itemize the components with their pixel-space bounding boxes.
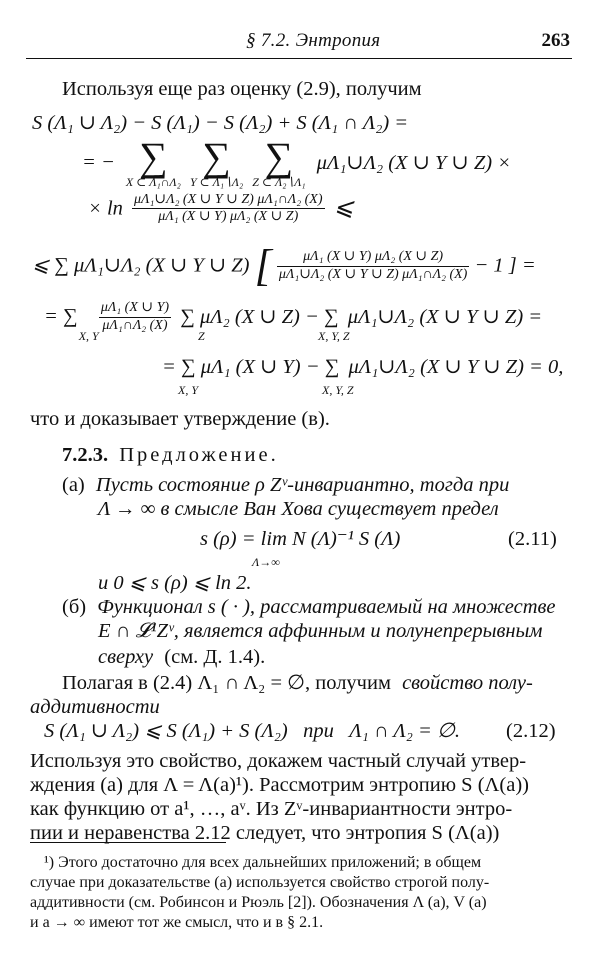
prop-b-line-1 — [62, 596, 556, 619]
footnote-line-2: случае при доказательстве (а) используется свойство строгой полу- — [30, 874, 490, 891]
eq6-suffix: μΛ₁∪Λ₂ (X ∪ Y ∪ Z) = 0, — [348, 356, 564, 378]
conclusion-text: что и доказывает утверждение (в). — [30, 408, 330, 430]
equation-line-2 — [82, 134, 512, 189]
log-fraction — [132, 192, 324, 225]
para3-line-4: пии и неравенства 2.12 следует, что энтропия S (Λ(a)) — [30, 822, 500, 844]
prop-b-text-3: (см. Д. 1.4). — [164, 646, 266, 668]
log-denominator: μΛ₁ (X ∪ Y) μΛ₂ (X ∪ Z) — [158, 209, 299, 225]
eq5-middle: ∑ μΛ₂ (X ∪ Z) − ∑ — [180, 305, 339, 328]
sum-symbol: ∑ — [139, 134, 168, 179]
sum-xy-limit-holder — [78, 292, 99, 343]
eq3-prefix: × ln — [88, 197, 123, 220]
intro-text: Используя еще раз оценку (2.9), получим — [62, 78, 422, 100]
eq6-prefix: = ∑ μΛ₁ (X ∪ Y) − ∑ — [162, 356, 340, 378]
eq2-prefix: = − — [82, 151, 115, 174]
eq5-suffix: μΛ₁∪Λ₂ (X ∪ Y ∪ Z) = — [347, 305, 543, 328]
prop-b-text-1: Функционал s ( · ), рассматриваемый на множестве — [97, 596, 556, 618]
prop-b-line-3 — [98, 646, 265, 669]
equation-line-5 — [44, 292, 542, 342]
equation-line-1: S (Λ₁ ∪ Λ₂) − S (Λ₁) − S (Λ₂) + S (Λ₁ ∩ Λ₂) = — [32, 112, 409, 134]
proposition-number: 7.2.3. — [62, 444, 109, 466]
sum-symbol: ∑ — [264, 134, 294, 179]
sum-y-limit: Y ⊂ Λ₁∖Λ₂ — [189, 175, 244, 189]
sum-y — [189, 134, 244, 189]
sum-z-limit-2: Z — [198, 329, 205, 343]
prop-a-label: (а) — [62, 474, 85, 496]
bracket-fraction — [277, 249, 469, 282]
page-number: 263 — [541, 30, 570, 51]
left-bracket: [ — [254, 241, 272, 290]
equation-number-211: (2.11) — [508, 528, 557, 550]
prop-a-line-3: и 0 ⩽ s (ρ) ⩽ ln 2. — [98, 572, 252, 594]
para2-line-1 — [62, 672, 533, 695]
para2-text-1-italic: свойство полу- — [402, 672, 533, 694]
footnote-line-1: ¹) Этого достаточно для всех дальнейших приложений; в общем — [44, 854, 482, 871]
proposition-title: Предложение. — [119, 444, 279, 466]
ratio-denominator: μΛ₁∩Λ₂ (X) — [102, 317, 168, 333]
running-header — [0, 26, 600, 56]
para3-line-3: как функцию от a¹, …, aᵛ. Из Zᵛ-инвариантности энтро- — [30, 798, 513, 820]
eq5-prefix: = ∑ — [44, 305, 78, 328]
prop-a-line-2: Λ → ∞ в смысле Ван Хова существует предел — [98, 498, 499, 520]
subadditivity-formula: S (Λ₁ ∪ Λ₂) ⩽ S (Λ₁) + S (Λ₂) при Λ₁ ∩ Λ₂ = ∅. — [44, 720, 460, 742]
header-rule — [26, 58, 572, 59]
sum-z — [252, 134, 306, 189]
prop-a-line-1 — [62, 474, 509, 497]
para3-line-1: Используя это свойство, докажем частный случай утвер- — [30, 750, 527, 772]
sum-symbol: ∑ — [202, 134, 231, 179]
footnote-rule — [30, 842, 226, 843]
ratio-numerator: μΛ₁ (X ∪ Y) — [99, 300, 171, 317]
ratio-fraction — [99, 300, 171, 333]
sum-z-limit: Z ⊂ Λ₂∖Λ₁ — [252, 175, 306, 189]
prop-b-line-2: E ∩ 𝓛¹Zᵛ, является аффинным и полунепрерывным — [98, 620, 543, 642]
section-title: § 7.2. Энтропия — [246, 30, 381, 51]
eq2-term: μΛ₁∪Λ₂ (X ∪ Y ∪ Z) × — [316, 151, 512, 174]
sum-xy-limit: X, Y — [78, 329, 99, 343]
equation-number-212: (2.12) — [506, 720, 556, 742]
sum-xy-limit-2: X, Y — [178, 383, 199, 397]
prop-a-formula: s (ρ) = lim N (Λ)⁻¹ S (Λ) — [200, 528, 401, 550]
bracket-denominator: μΛ₁∪Λ₂ (X ∪ Y ∪ Z) μΛ₁∩Λ₂ (X) — [278, 266, 468, 282]
footnote-line-4: и a → ∞ имеют тот же смысл, что и в § 2.1. — [30, 914, 324, 931]
eq4-suffix: − 1 ] = — [474, 254, 536, 277]
prop-a-lim-sub: Λ→∞ — [252, 555, 280, 569]
equation-line-3 — [88, 192, 354, 225]
prop-b-text-3-italic: сверху — [98, 646, 154, 668]
prop-a-text-1: Пусть состояние ρ Zᵛ-инвариантно, тогда при — [95, 474, 510, 496]
equation-line-4 — [32, 241, 536, 290]
sum-xyz-limit-2: X, Y, Z — [322, 383, 354, 397]
sum-x — [125, 134, 181, 189]
sum-xyz-limit: X, Y, Z — [318, 329, 350, 343]
para3-line-2: ждения (а) для Λ = Λ(a)¹). Рассмотрим энтропию S (Λ(a)) — [30, 774, 529, 796]
para2-text-1: Полагая в (2.4) Λ₁ ∩ Λ₂ = ∅, получим — [62, 672, 391, 694]
bracket-numerator: μΛ₁ (X ∪ Y) μΛ₂ (X ∪ Z) — [277, 249, 469, 266]
eq3-relation: ⩽ — [333, 195, 354, 222]
log-numerator: μΛ₁∪Λ₂ (X ∪ Y ∪ Z) μΛ₁∩Λ₂ (X) — [132, 192, 324, 209]
prop-b-label: (б) — [62, 596, 87, 618]
para2-line-2: аддитивности — [30, 696, 160, 718]
equation-line-6 — [162, 356, 563, 379]
eq4-prefix: ⩽ ∑ μΛ₁∪Λ₂ (X ∪ Y ∪ Z) — [32, 254, 250, 277]
sum-x-limit: X ⊂ Λ₁∩Λ₂ — [125, 175, 181, 189]
footnote-line-3: аддитивности (см. Робинсон и Рюэль [2]). Обозначения Λ (a), V (a) — [30, 894, 487, 911]
proposition-heading — [62, 444, 279, 467]
